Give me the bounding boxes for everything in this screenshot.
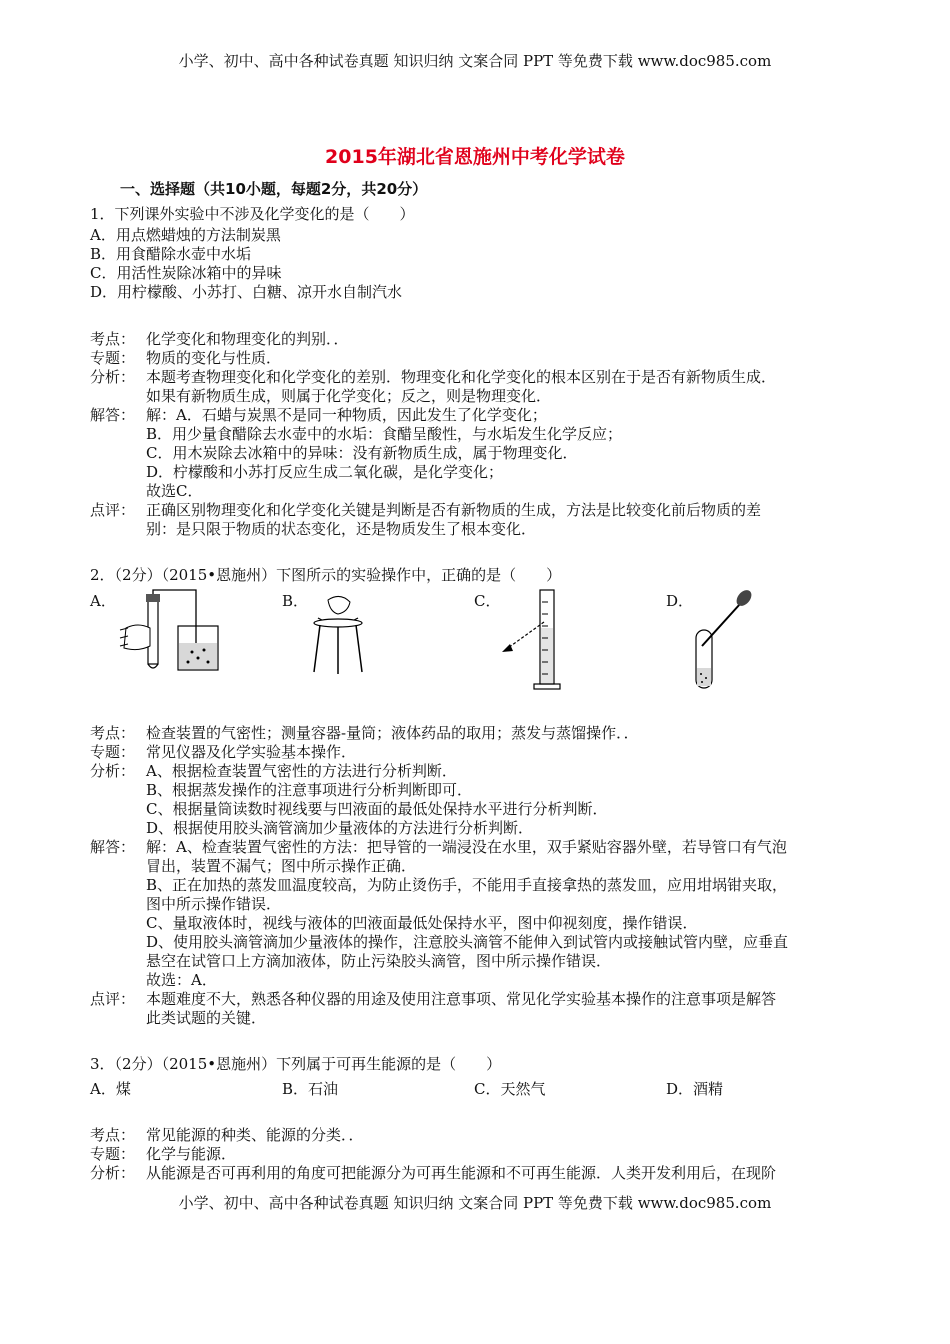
question-stem: 3．（2分）（2015•恩施州）下列属于可再生能源的是（ ） xyxy=(90,1055,502,1073)
zhuanti-text: 常见仪器及化学实验基本操作． xyxy=(146,743,357,761)
fenxi-line: A、根据检查装置气密性的方法进行分析判断． xyxy=(146,762,457,780)
jieda-line: 悬空在试管口上方滴加液体，防止污染胶头滴管，图中所示操作错误． xyxy=(146,952,612,970)
fenxi-line: B、根据蒸发操作的注意事项进行分析判断即可． xyxy=(146,781,473,799)
zhuanti-text: 物质的变化与性质． xyxy=(146,349,282,367)
jieda-line: C．用木炭除去冰箱中的异味：没有新物质生成，属于物理变化． xyxy=(146,444,578,462)
kaodian-text: 化学变化和物理变化的判别．． xyxy=(146,330,349,348)
option-a-label: A． xyxy=(90,592,116,610)
jieda-line: 解：A、检查装置气密性的方法：把导管的一端浸没在水里，双手紧贴容器外壁，若导管口有气泡 xyxy=(146,838,787,856)
jieda-line: 解：A．石蜡与炭黑不是同一种物质，因此发生了化学变化； xyxy=(146,406,547,424)
question-stem: 1．下列课外实验中不涉及化学变化的是（ ） xyxy=(90,205,415,223)
option-d: D．酒精 xyxy=(666,1080,724,1098)
fenxi-line: 从能源是否可再利用的角度可把能源分为可再生能源和不可再生能源．人类开发利用后，在现阶 xyxy=(146,1164,777,1182)
fenxi-line: C、根据量筒读数时视线要与凹液面的最低处保持水平进行分析判断． xyxy=(146,800,608,818)
jieda-line: B、正在加热的蒸发皿温度较高，为防止烫伤手，不能用手直接拿热的蒸发皿，应用坩埚钳夹取， xyxy=(146,876,788,894)
jieda-line: 故选：A． xyxy=(146,971,217,989)
page-footer: 小学、初中、高中各种试卷真题 知识归纳 文案合同 PPT 等免费下载 www.doc985.com xyxy=(178,1194,772,1212)
evaporation-figure xyxy=(308,590,368,675)
fenxi-label: 分析： xyxy=(90,762,136,780)
jieda-line: B．用少量食醋除去水壶中的水垢：食醋呈酸性，与水垢发生化学反应； xyxy=(146,425,623,443)
page-header: 小学、初中、高中各种试卷真题 知识归纳 文案合同 PPT 等免费下载 www.doc985.com xyxy=(178,52,772,70)
dianping-label: 点评： xyxy=(90,990,136,1008)
option-c-label: C． xyxy=(474,592,501,610)
exam-title: 2015年湖北省恩施州中考化学试卷 xyxy=(325,146,625,168)
jieda-label: 解答： xyxy=(90,406,136,424)
measuring-cylinder-figure xyxy=(500,588,570,693)
dianping-line: 本题难度不大，熟悉各种仪器的用途及使用注意事项、常见化学实验基本操作的注意事项是解答 xyxy=(146,990,777,1008)
jieda-label: 解答： xyxy=(90,838,136,856)
fenxi-line: 本题考查物理变化和化学变化的差别．物理变化和化学变化的根本区别在于是否有新物质生成． xyxy=(146,368,777,386)
dropper-figure xyxy=(690,588,760,693)
zhuanti-label: 专题： xyxy=(90,743,136,761)
zhuanti-label: 专题： xyxy=(90,349,136,367)
jieda-line: 故选C． xyxy=(146,482,203,500)
option-d: D．用柠檬酸、小苏打、白糖、凉开水自制汽水 xyxy=(90,283,403,301)
kaodian-label: 考点： xyxy=(90,724,136,742)
zhuanti-text: 化学与能源． xyxy=(146,1145,237,1163)
option-c: C．用活性炭除冰箱中的异味 xyxy=(90,264,282,282)
option-b-label: B． xyxy=(282,592,309,610)
option-a: A．煤 xyxy=(90,1080,131,1098)
airtightness-check-figure xyxy=(118,588,223,673)
jieda-line: 图中所示操作错误． xyxy=(146,895,282,913)
question-stem: 2．（2分）（2015•恩施州）下图所示的实验操作中，正确的是（ ） xyxy=(90,566,562,584)
fenxi-label: 分析： xyxy=(90,1164,136,1182)
kaodian-text: 检查装置的气密性；测量容器-量筒；液体药品的取用；蒸发与蒸馏操作．． xyxy=(146,724,639,742)
kaodian-label: 考点： xyxy=(90,330,136,348)
kaodian-text: 常见能源的种类、能源的分类．． xyxy=(146,1126,364,1144)
option-a: A．用点燃蜡烛的方法制炭黑 xyxy=(90,226,281,244)
fenxi-line: D、根据使用胶头滴管滴加少量液体的方法进行分析判断． xyxy=(146,819,534,837)
jieda-line: D、使用胶头滴管滴加少量液体的操作，注意胶头滴管不能伸入到试管内或接触试管内壁，应垂直 xyxy=(146,933,789,951)
dianping-line: 正确区别物理变化和化学变化关键是判断是否有新物质的生成，方法是比较变化前后物质的差 xyxy=(146,501,762,519)
fenxi-label: 分析： xyxy=(90,368,136,386)
option-b: B．用食醋除水壶中水垢 xyxy=(90,245,252,263)
dianping-line: 此类试题的关键． xyxy=(146,1009,267,1027)
dianping-line: 别：是只限于物质的状态变化，还是物质发生了根本变化． xyxy=(146,520,537,538)
option-b: B．石油 xyxy=(282,1080,339,1098)
section-heading: 一、选择题（共10小题，每题2分，共20分） xyxy=(120,180,428,198)
kaodian-label: 考点： xyxy=(90,1126,136,1144)
jieda-line: C、量取液体时，视线与液体的凹液面最低处保持水平，图中仰视刻度，操作错误． xyxy=(146,914,698,932)
zhuanti-label: 专题： xyxy=(90,1145,136,1163)
option-d-label: D． xyxy=(666,592,694,610)
jieda-line: D．柠檬酸和小苏打反应生成二氧化碳，是化学变化； xyxy=(146,463,504,481)
dianping-label: 点评： xyxy=(90,501,136,519)
fenxi-line: 如果有新物质生成，则属于化学变化；反之，则是物理变化． xyxy=(146,387,552,405)
option-c: C．天然气 xyxy=(474,1080,546,1098)
jieda-line: 冒出，装置不漏气；图中所示操作正确． xyxy=(146,857,417,875)
